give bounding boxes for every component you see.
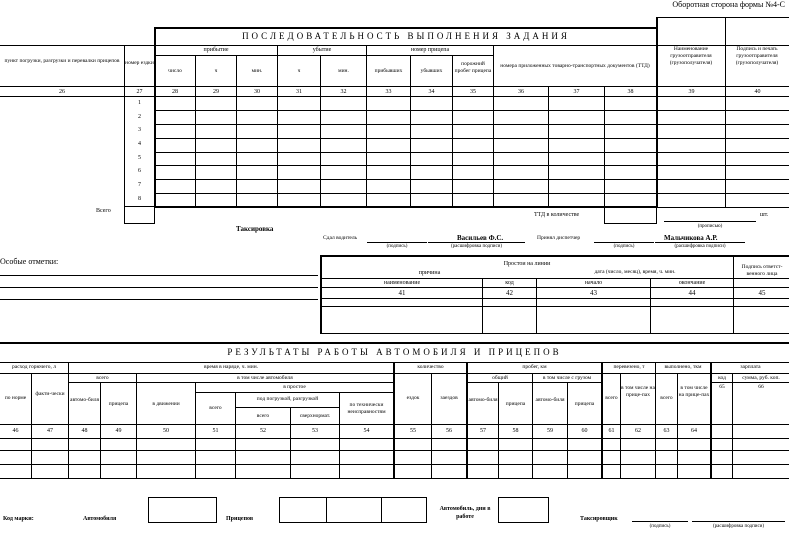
col-point: пункт погрузки, разгрузки и перевалки прицепов (4, 58, 120, 64)
sub-minute: мин. (251, 68, 263, 74)
col-num: 30 (254, 89, 260, 95)
car-label: Автомобиля (83, 516, 117, 522)
row-number: 3 (138, 127, 141, 133)
col-num: 36 (518, 89, 524, 95)
col-num: 46 (12, 428, 19, 434)
pay-header: зарплата (740, 364, 761, 370)
col-num: 53 (312, 428, 318, 434)
taxing-label: Таксировщик (580, 516, 618, 522)
count-header: количество (417, 364, 444, 370)
pcs-label: шт. (760, 212, 769, 218)
col-num: 37 (573, 89, 580, 95)
sub-empty-run: порожний пробег прицепа (454, 61, 492, 74)
col-num: 42 (506, 289, 513, 297)
col-num: 29 (213, 89, 219, 95)
col-num: 32 (340, 89, 347, 95)
col-num: 41 (398, 289, 406, 297)
done-incl: в том числе на прице-пах (678, 385, 710, 399)
row-number: 4 (138, 141, 141, 147)
sub-minute-2: мин. (338, 68, 349, 74)
done-total: всего (660, 395, 673, 401)
time-trailer: прицепа (108, 401, 129, 407)
col-num: 59 (547, 428, 553, 434)
col-ttn: номера приложенных товарно-транспортных документов (ТТД) (500, 63, 650, 69)
col-num: 64 (691, 428, 697, 434)
sub-arrived: прибывших (374, 68, 403, 74)
trailer-code-field-3[interactable] (381, 497, 427, 523)
form-caption: Оборотная сторона формы №4-С (672, 0, 785, 9)
col-num: 62 (635, 428, 641, 434)
col-num: 45 (758, 289, 766, 297)
downtime-end: окончание (678, 280, 706, 286)
row-number: 7 (138, 182, 141, 188)
time-idle-total: всего (209, 405, 222, 411)
col-num: 44 (688, 289, 696, 297)
caption-signature-2: (подпись) (613, 244, 635, 249)
row-number: 8 (138, 196, 141, 202)
col-num: 28 (172, 89, 178, 95)
appendix-caption: (прописью) (697, 224, 723, 229)
time-loading: под погрузкой, разгрузкой (256, 396, 319, 402)
trailer-code-field-2[interactable] (326, 497, 382, 523)
col-num: 56 (446, 428, 452, 434)
downtime-code: код (505, 280, 514, 286)
col-consignee: Наименование грузоотправителя (грузополучателя) (669, 46, 713, 66)
run-trailer-2: прицепа (574, 401, 595, 407)
count-stops: заездов (440, 395, 458, 401)
col-num: 27 (136, 89, 143, 95)
pay-num: 65 (719, 384, 725, 390)
caption-signature: (подпись) (386, 244, 408, 249)
sub-departed: убывших (420, 68, 443, 74)
col-num: 54 (363, 428, 370, 434)
col-num: 52 (260, 428, 266, 434)
group-departure: убытие (312, 47, 332, 53)
col-num: 55 (410, 428, 416, 434)
car-days-field[interactable] (498, 497, 549, 523)
col-num: 48 (81, 428, 88, 434)
downtime-reason: причина (418, 270, 441, 276)
time-header: время в наряде, ч. мин. (203, 364, 259, 370)
col-num: 38 (627, 89, 634, 95)
time-loading-over: сверхнормат. (299, 413, 331, 419)
downtime-title: Простои на линии (503, 261, 551, 267)
run-trailer: прицепа (505, 401, 526, 407)
time-idle: в простое (283, 384, 306, 390)
trans-total: всего (605, 395, 618, 401)
col-num: 39 (688, 89, 695, 95)
run-header: пробег, км (522, 364, 547, 370)
fuel-fact: факти-чески (35, 391, 65, 397)
done-header: выполнено, ткм (664, 364, 702, 370)
results-title: РЕЗУЛЬТАТЫ РАБОТЫ АВТОМОБИЛЯ И ПРИЦЕПОВ (227, 347, 562, 357)
caption-decoded-footer: (расшифровка подписи) (712, 524, 765, 529)
time-total: всего (96, 375, 109, 381)
fuel-header: расход горючего, л (12, 364, 56, 370)
col-num: 61 (608, 428, 615, 434)
col-num: 63 (663, 428, 670, 434)
row-number: 5 (138, 155, 141, 161)
run-auto-2: автомо-биля (535, 397, 565, 403)
caption-signature-footer: (подпись) (649, 524, 671, 529)
time-auto: автомо-биля (70, 397, 99, 403)
col-num: 40 (754, 89, 761, 95)
downtime-start: начало (584, 280, 603, 286)
fuel-norm: по норме (4, 395, 27, 401)
count-rides: ездок (406, 395, 420, 401)
total-label: Всего (96, 208, 111, 214)
time-tech: по технически неисправностям (347, 402, 386, 416)
special-marks-label: Особые отметки: (0, 257, 59, 266)
col-num: 57 (480, 428, 486, 434)
ttd-label: ТТД в количестве (534, 212, 580, 218)
row-number: 6 (138, 168, 141, 174)
group-trailer: номер прицепа (410, 47, 450, 53)
col-num: 35 (470, 89, 476, 95)
trailer-code-field-1[interactable] (279, 497, 327, 523)
time-moving: в движении (152, 401, 180, 407)
car-code-field[interactable] (148, 497, 217, 523)
col-num: 51 (212, 428, 219, 434)
col-num: 26 (59, 89, 65, 95)
col-num: 31 (296, 89, 302, 95)
pay-sum: сумма, руб. коп. (742, 375, 780, 381)
downtime-responsible: Подпись ответст-венного лица (741, 264, 783, 277)
row-number: 1 (138, 100, 141, 106)
trans-header: перевезено, т (613, 364, 645, 370)
col-rider: номер ездки (125, 60, 154, 66)
col-num: 58 (512, 428, 519, 434)
sub-date: число (168, 68, 182, 74)
caption-decoded: (расшифровка подписи) (450, 244, 503, 249)
trailers-label: Прицепов (226, 516, 254, 522)
ttd-count-field[interactable] (604, 206, 657, 224)
col-num: 34 (428, 89, 435, 95)
handed-driver-label: Сдал водитель (323, 235, 358, 241)
taxing-title: Таксировка (236, 225, 274, 233)
time-incl: в том числе автомобиля (237, 375, 293, 381)
section-title: ПОСЛЕДОВАТЕЛЬНОСТЬ ВЫПОЛНЕНИЯ ЗАДАНИЯ (242, 31, 570, 41)
col-num: 50 (163, 428, 169, 434)
col-sign: Подпись и печать грузоотправителя (грузополучателя) (735, 46, 779, 66)
col-num: 60 (581, 428, 588, 434)
group-arrival: прибытие (203, 47, 229, 53)
dispatcher-name: Мальчикова А.Р. (664, 234, 718, 242)
accepted-dispatcher-label: Принял диспетчер (537, 235, 581, 241)
col-num: 43 (590, 289, 597, 297)
run-auto: автомо-биля (468, 397, 498, 403)
code-car-label: Код марки: (3, 516, 34, 522)
car-days-label: Автомобиль, дни в работе (439, 506, 491, 520)
run-total: общий (492, 375, 508, 381)
run-incl: в том числе с грузом (542, 375, 592, 381)
downtime-name: наименование (383, 280, 421, 286)
col-num: 33 (385, 89, 392, 95)
sub-hour: ч (214, 68, 218, 74)
sub-hour-2: ч (297, 68, 301, 74)
trans-incl: в том числе на прице-пах (621, 385, 655, 399)
pay-num: 66 (758, 384, 764, 390)
col-num: 47 (47, 428, 53, 434)
pay-code: код (718, 375, 726, 381)
time-loading-total: всего (256, 413, 270, 419)
col-num: 49 (115, 428, 122, 434)
row-number: 2 (138, 114, 141, 120)
downtime-datetime: дата (число, месяц), время, ч. мин. (594, 269, 676, 275)
driver-name: Васильев Ф.С. (457, 234, 504, 242)
total-cell[interactable] (124, 206, 155, 224)
caption-decoded-2: (расшифровка подписи) (674, 244, 726, 249)
